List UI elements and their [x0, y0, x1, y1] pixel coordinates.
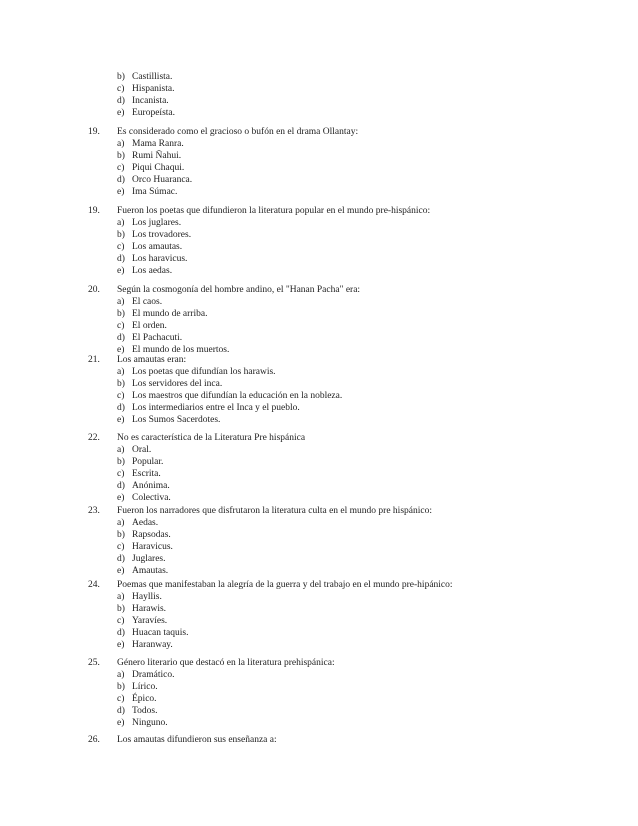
option [117, 670, 174, 682]
question-text: Fueron los narradores que disfrutaron la literatura culta en el mundo pre hispánico: [117, 506, 432, 516]
option-text: Orco Huaranca. [132, 174, 193, 185]
option [117, 694, 157, 706]
option-text: Yaravíes. [132, 615, 168, 626]
option-text: El mundo de arriba. [132, 308, 208, 319]
option-letter: e) [117, 414, 125, 425]
option-text: Los trovadores. [132, 229, 192, 240]
question-text: Género literario que destacó en la literatura prehispánica: [117, 658, 335, 668]
option [117, 108, 175, 120]
option-text: Los intermediarios entre el Inca y el pueblo. [132, 402, 300, 413]
option-letter: b) [117, 229, 125, 240]
option [117, 379, 222, 391]
question-number: 26. [88, 735, 100, 745]
option-letter: d) [117, 480, 125, 491]
option-letter: e) [117, 344, 125, 355]
option [117, 481, 170, 493]
option [117, 151, 181, 163]
option-letter: c) [117, 241, 125, 252]
option-letter: c) [117, 468, 125, 479]
option [117, 682, 158, 694]
option-text: Los Sumos Sacerdotes. [132, 414, 221, 425]
option-text: Hayllis. [132, 591, 162, 602]
question-number: 22. [88, 433, 100, 443]
question-text: Fueron los poetas que difundieron la literatura popular en el mundo pre-hispánico: [117, 206, 431, 216]
option-letter: e) [117, 107, 125, 118]
option-text: Rapsodas. [132, 529, 171, 540]
option-letter: b) [117, 529, 125, 540]
question-number: 21. [88, 355, 100, 365]
option-letter: b) [117, 681, 125, 692]
option [117, 187, 177, 199]
option [117, 139, 184, 151]
option-letter: b) [117, 308, 125, 319]
option-letter: d) [117, 627, 125, 638]
option-letter: d) [117, 402, 125, 413]
option [117, 175, 192, 187]
option [117, 518, 158, 530]
option-letter: d) [117, 174, 125, 185]
question-text: Según la cosmogonía del hombre andino, el "Hanan Pacha" era: [117, 285, 361, 295]
option-text: Incanista. [132, 95, 169, 106]
option [117, 604, 166, 616]
question-number: 24. [88, 580, 100, 590]
option-letter: d) [117, 705, 125, 716]
option-text: Los maestros que difundían la educación en la nobleza. [132, 390, 343, 401]
option-letter: e) [117, 565, 125, 576]
option-text: El mundo de los muertos. [132, 344, 230, 355]
option [117, 84, 174, 96]
option [117, 628, 188, 640]
question-text: No es característica de la Literatura Pre hispánica [117, 433, 306, 443]
option [117, 391, 342, 403]
option-letter: a) [117, 217, 125, 228]
question-number: 19. [88, 127, 100, 137]
option-text: Dramático. [132, 669, 175, 680]
option-text: Popular. [132, 456, 164, 467]
option [117, 542, 173, 554]
option-text: Mama Ranra. [132, 138, 184, 149]
option-letter: a) [117, 138, 125, 149]
option [117, 457, 163, 469]
question-text: Poemas que manifestaban la alegría de la guerra y del trabajo en el mundo pre-hipánico: [117, 580, 453, 590]
option [117, 309, 207, 321]
option [117, 616, 167, 628]
option-letter: c) [117, 615, 125, 626]
option-text: Los amautas. [132, 241, 183, 252]
option-text: Todos. [132, 705, 158, 716]
option [117, 266, 172, 278]
option-letter: e) [117, 492, 125, 503]
option [117, 718, 168, 730]
option-letter: a) [117, 444, 125, 455]
option [117, 230, 191, 242]
option-text: Aedas. [132, 517, 159, 528]
option-letter: a) [117, 591, 125, 602]
option [117, 530, 171, 542]
option-text: Épico. [132, 693, 157, 704]
option-letter: e) [117, 717, 125, 728]
option-text: Haravicus. [132, 541, 173, 552]
option [117, 706, 157, 718]
option [117, 367, 276, 379]
option-text: Amautas. [132, 565, 169, 576]
option-letter: d) [117, 553, 125, 564]
option-text: Oral. [132, 444, 152, 455]
option-text: Los aedas. [132, 265, 173, 276]
option [117, 554, 166, 566]
question-text: Los amautas eran: [117, 355, 187, 365]
option [117, 403, 300, 415]
option-text: Juglares. [132, 553, 166, 564]
option-letter: c) [117, 541, 125, 552]
option-letter: d) [117, 253, 125, 264]
option-letter: d) [117, 95, 125, 106]
option-text: Anónima. [132, 480, 170, 491]
question-number: 20. [88, 285, 100, 295]
question-text: Es considerado como el gracioso o bufón en el drama Ollantay: [117, 127, 359, 137]
option [117, 218, 181, 230]
option-letter: b) [117, 150, 125, 161]
option-text: Lírico. [132, 681, 158, 692]
option-letter: a) [117, 366, 125, 377]
option-text: Ninguno. [132, 717, 168, 728]
option-letter: c) [117, 390, 125, 401]
option [117, 72, 172, 84]
option-letter: e) [117, 639, 125, 650]
option [117, 163, 184, 175]
option-letter: c) [117, 693, 125, 704]
option-letter: b) [117, 378, 125, 389]
option-text: Haranway. [132, 639, 173, 650]
option-text: Los haravicus. [132, 253, 188, 264]
question-number: 19. [88, 206, 100, 216]
option [117, 469, 161, 481]
option-letter: c) [117, 162, 125, 173]
option-text: Escrita. [132, 468, 161, 479]
option-letter: e) [117, 186, 125, 197]
option-text: Piqui Chaqui. [132, 162, 185, 173]
option-text: Ima Súmac. [132, 186, 178, 197]
option [117, 493, 171, 505]
option-text: El caos. [132, 296, 163, 307]
option [117, 297, 162, 309]
option-text: Harawis. [132, 603, 167, 614]
option-text: Hispanista. [132, 83, 175, 94]
option-text: El Pachacuti. [132, 332, 183, 343]
option-text: Colectiva. [132, 492, 171, 503]
option [117, 321, 167, 333]
option [117, 640, 173, 652]
option [117, 445, 151, 457]
option-letter: d) [117, 332, 125, 343]
option [117, 242, 182, 254]
question-text: Los amautas difundieron sus enseñanza a: [117, 735, 277, 745]
option-letter: e) [117, 265, 125, 276]
option-text: Rumi Ñahui. [132, 150, 182, 161]
option-letter: c) [117, 320, 125, 331]
option-letter: a) [117, 517, 125, 528]
option [117, 254, 187, 266]
option-letter: b) [117, 72, 125, 82]
option [117, 96, 169, 108]
option [117, 333, 182, 345]
question-number: 25. [88, 658, 100, 668]
option-letter: a) [117, 669, 125, 680]
option-letter: c) [117, 83, 125, 94]
option-text: Castillista. [132, 72, 173, 82]
option-text: Los juglares. [132, 217, 182, 228]
question-number: 23. [88, 506, 100, 516]
option-letter: a) [117, 296, 125, 307]
option-text: Los poetas que difundían los harawis. [132, 366, 276, 377]
option-text: Huacan taquis. [132, 627, 189, 638]
option-text: Los servidores del inca. [132, 378, 223, 389]
option-letter: b) [117, 456, 125, 467]
option-text: Europeísta. [132, 107, 176, 118]
option-letter: b) [117, 603, 125, 614]
option-text: El orden. [132, 320, 167, 331]
option [117, 592, 162, 604]
option [117, 566, 168, 578]
option [117, 415, 220, 427]
